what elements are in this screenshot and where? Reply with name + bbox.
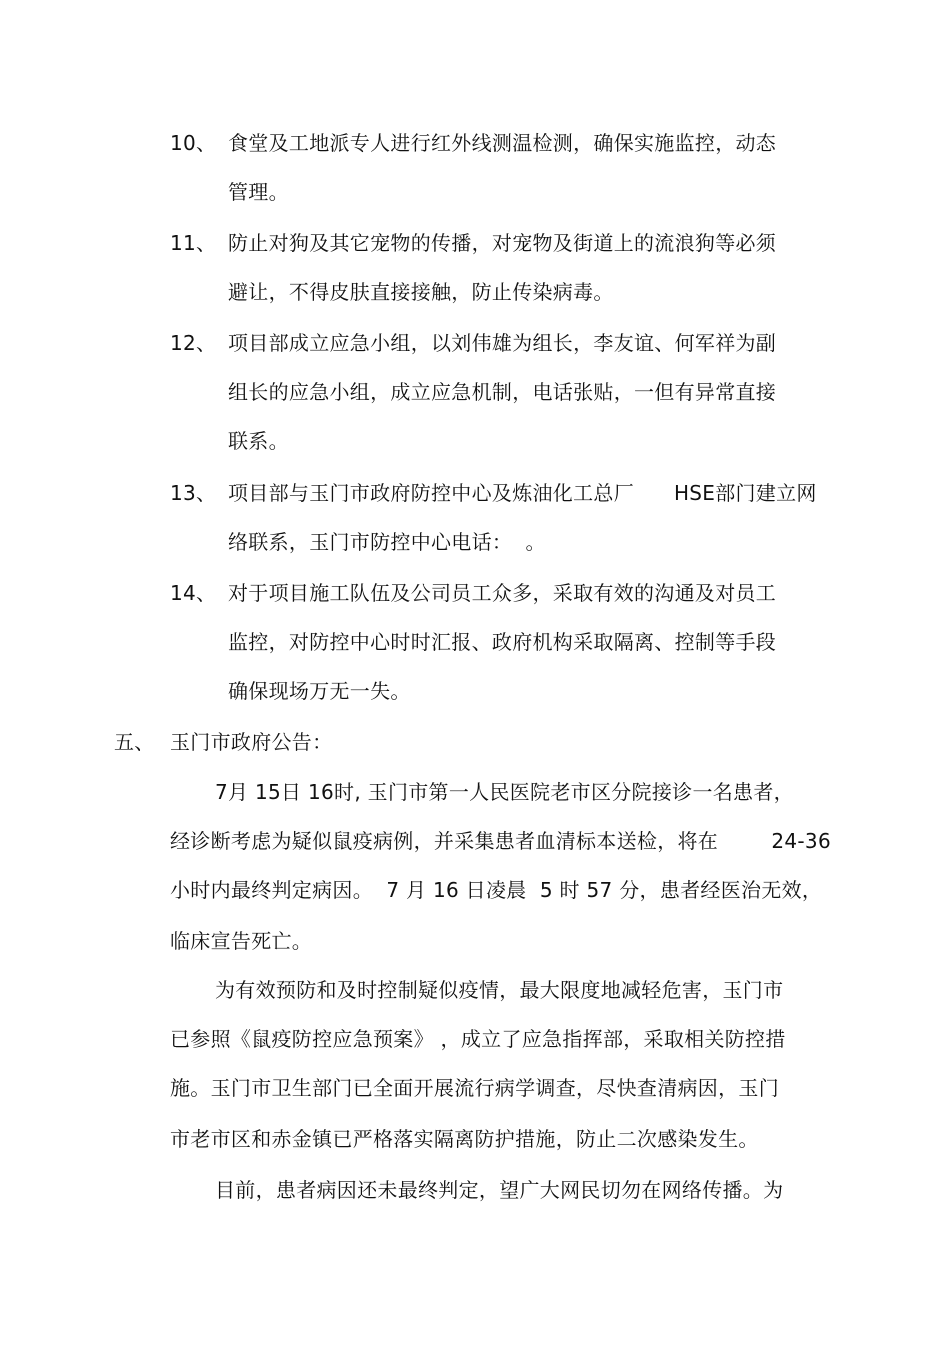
- item-number: 13、: [170, 481, 217, 505]
- item-text-line: 监控，对防控中心时时汇报、政府机构采取隔离、控制等手段: [228, 630, 777, 654]
- item-text-line: 项目部成立应急小组，以刘伟雄为组长，李友谊、何军祥为副: [228, 331, 777, 355]
- item-text-line: 项目部与玉门市政府防控中心及炼油化工总厂 HSE部门建立网: [228, 481, 817, 505]
- section-title: 玉门市政府公告：: [170, 730, 333, 754]
- paragraph-line: 临床宣告死亡。: [170, 929, 313, 953]
- item-text-line: 管理。: [228, 180, 289, 204]
- paragraph-line: 施。玉门市卫生部门已全面开展流行病学调查，尽快查清病因，玉门: [170, 1076, 779, 1100]
- item-text-line: 食堂及工地派专人进行红外线测温检测，确保实施监控，动态: [228, 131, 777, 155]
- paragraph-line: 市老市区和赤金镇已严格落实隔离防护措施，防止二次感染发生。: [170, 1127, 759, 1151]
- item-text-line: 避让，不得皮肤直接接触，防止传染病毒。: [228, 280, 614, 304]
- paragraph-line: 经诊断考虑为疑似鼠疫病例，并采集患者血清标本送检，将在 24-36: [170, 829, 831, 853]
- item-text-line: 联系。: [228, 429, 289, 453]
- paragraph-line: 小时内最终判定病因。 7 月 16 日凌晨 5 时 57 分，患者经医治无效，: [170, 878, 823, 902]
- item-number: 12、: [170, 331, 217, 355]
- item-text-line: 组长的应急小组，成立应急机制，电话张贴，一但有异常直接: [228, 380, 777, 404]
- item-number: 14、: [170, 581, 217, 605]
- item-text-line: 防止对狗及其它宠物的传播，对宠物及街道上的流浪狗等必须: [228, 231, 777, 255]
- item-number: 10、: [170, 131, 217, 155]
- paragraph-line: 为有效预防和及时控制疑似疫情，最大限度地减轻危害，玉门市: [215, 978, 784, 1002]
- paragraph-line: 7月 15日 16时, 玉门市第一人民医院老市区分院接诊一名患者，: [215, 780, 794, 804]
- section-number: 五、: [114, 730, 155, 754]
- item-text-line: 络联系，玉门市防控中心电话： 。: [228, 530, 546, 554]
- item-text-line: 确保现场万无一失。: [228, 679, 411, 703]
- item-number: 11、: [170, 231, 217, 255]
- paragraph-line: 已参照《鼠疫防控应急预案》 ，成立了应急指挥部，采取相关防控措: [170, 1027, 786, 1051]
- paragraph-line: 目前，患者病因还未最终判定，望广大网民切勿在网络传播。为: [215, 1178, 784, 1202]
- item-text-line: 对于项目施工队伍及公司员工众多，采取有效的沟通及对员工: [228, 581, 777, 605]
